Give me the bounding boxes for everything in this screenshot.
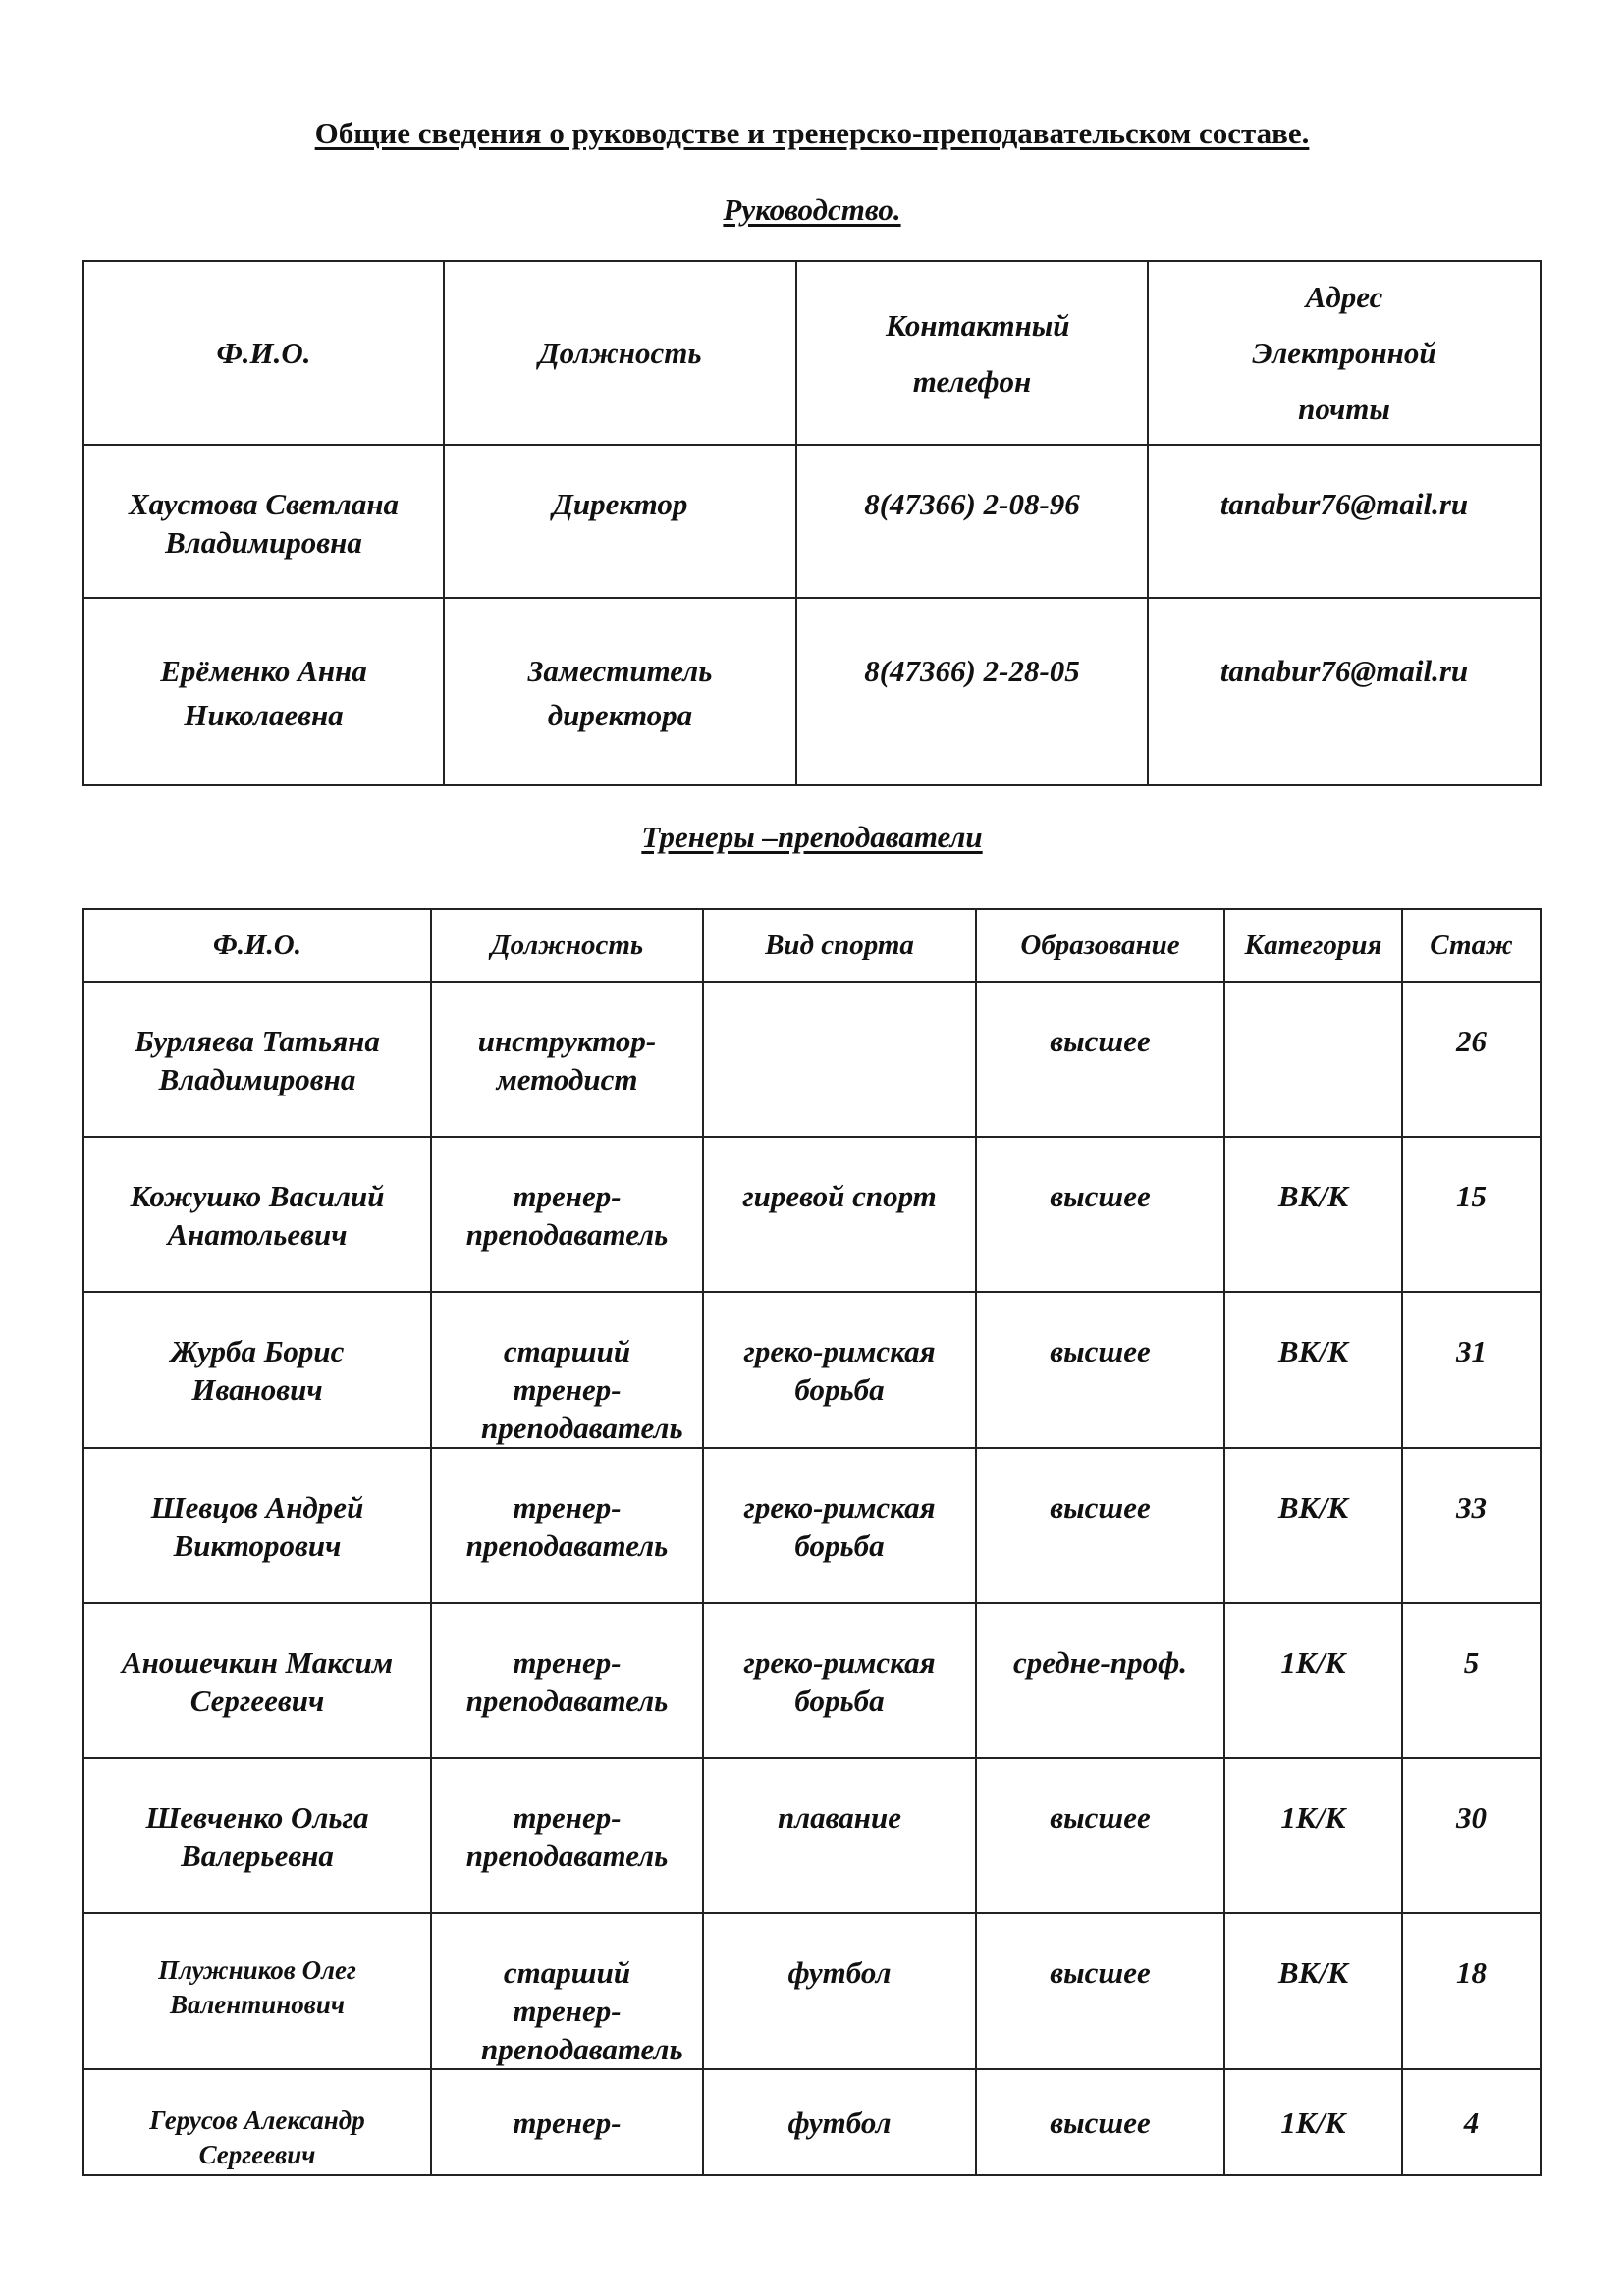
category-cell: ВК/К bbox=[1224, 1292, 1402, 1448]
table-header-row bbox=[83, 261, 1541, 445]
header-email: Адрес Электронной почты bbox=[1148, 261, 1541, 445]
education-cell: высшее bbox=[976, 1758, 1224, 1913]
position-cell: тренер-преподаватель bbox=[431, 1758, 703, 1913]
table-header-row bbox=[83, 909, 1541, 982]
fio-cell: Аношечкин Максим Сергеевич bbox=[83, 1603, 431, 1758]
table-row bbox=[83, 1137, 1541, 1292]
table-row bbox=[83, 2069, 1541, 2175]
experience-cell: 26 bbox=[1402, 982, 1541, 1137]
header-position: Должность bbox=[431, 909, 703, 982]
email-cell: tanabur76@mail.ru bbox=[1148, 445, 1541, 598]
fio-cell: Ерёменко Анна Николаевна bbox=[83, 598, 444, 785]
category-cell: 1К/К bbox=[1224, 2069, 1402, 2175]
email-cell: tanabur76@mail.ru bbox=[1148, 598, 1541, 785]
education-cell: средне-проф. bbox=[976, 1603, 1224, 1758]
header-experience: Стаж bbox=[1402, 909, 1541, 982]
fio-cell: Плужников Олег Валентинович bbox=[83, 1913, 431, 2069]
table-row bbox=[83, 1913, 1541, 2069]
education-cell: высшее bbox=[976, 1448, 1224, 1603]
position-cell: Директор bbox=[444, 445, 796, 598]
experience-cell: 33 bbox=[1402, 1448, 1541, 1603]
sport-cell: плавание bbox=[703, 1758, 976, 1913]
education-cell: высшее bbox=[976, 1137, 1224, 1292]
position-cell: тренер-преподаватель bbox=[431, 1448, 703, 1603]
header-position: Должность bbox=[444, 261, 796, 445]
leadership-heading: Руководство. bbox=[723, 192, 901, 227]
category-cell: ВК/К bbox=[1224, 1448, 1402, 1603]
category-cell: ВК/К bbox=[1224, 1137, 1402, 1292]
coaches-heading: Тренеры –преподаватели bbox=[641, 820, 983, 854]
header-education: Образование bbox=[976, 909, 1224, 982]
position-cell: старший тренер-преподаватель bbox=[431, 1292, 703, 1448]
header-fio: Ф.И.О. bbox=[83, 909, 431, 982]
position-cell: старший тренер-преподаватель bbox=[431, 1913, 703, 2069]
experience-cell: 31 bbox=[1402, 1292, 1541, 1448]
fio-cell: Шевченко Ольга Валерьевна bbox=[83, 1758, 431, 1913]
experience-cell: 15 bbox=[1402, 1137, 1541, 1292]
leadership-table bbox=[82, 260, 1542, 786]
position-cell: тренер-преподаватель bbox=[431, 1137, 703, 1292]
sport-cell: греко-римская борьба bbox=[703, 1292, 976, 1448]
phone-cell: 8(47366) 2-28-05 bbox=[796, 598, 1148, 785]
table-row bbox=[83, 982, 1541, 1137]
education-cell: высшее bbox=[976, 1913, 1224, 2069]
table-row bbox=[83, 445, 1541, 598]
header-sport: Вид спорта bbox=[703, 909, 976, 982]
category-cell: ВК/К bbox=[1224, 1913, 1402, 2069]
category-cell: 1К/К bbox=[1224, 1758, 1402, 1913]
header-phone: Контактный телефон bbox=[796, 261, 1148, 445]
experience-cell: 30 bbox=[1402, 1758, 1541, 1913]
document-title: Общие сведения о руководстве и тренерско-преподавательском составе. bbox=[314, 116, 1310, 150]
table-row bbox=[83, 1603, 1541, 1758]
education-cell: высшее bbox=[976, 1292, 1224, 1448]
sport-cell bbox=[703, 982, 976, 1137]
position-cell: тренер-преподаватель bbox=[431, 1603, 703, 1758]
sport-cell: греко-римская борьба bbox=[703, 1603, 976, 1758]
experience-cell: 18 bbox=[1402, 1913, 1541, 2069]
position-cell: Заместитель директора bbox=[444, 598, 796, 785]
fio-cell: Шевцов Андрей Викторович bbox=[83, 1448, 431, 1603]
sport-cell: гиревой спорт bbox=[703, 1137, 976, 1292]
phone-cell: 8(47366) 2-08-96 bbox=[796, 445, 1148, 598]
position-cell: тренер- bbox=[431, 2069, 703, 2175]
table-row bbox=[83, 1292, 1541, 1448]
header-category: Категория bbox=[1224, 909, 1402, 982]
fio-cell: Кожушко Василий Анатольевич bbox=[83, 1137, 431, 1292]
fio-cell: Хаустова Светлана Владимировна bbox=[83, 445, 444, 598]
fio-cell: Журба Борис Иванович bbox=[83, 1292, 431, 1448]
table-row bbox=[83, 598, 1541, 785]
table-row bbox=[83, 1758, 1541, 1913]
experience-cell: 4 bbox=[1402, 2069, 1541, 2175]
education-cell: высшее bbox=[976, 982, 1224, 1137]
sport-cell: футбол bbox=[703, 1913, 976, 2069]
fio-cell: Герусов Александр Сергеевич bbox=[83, 2069, 431, 2175]
category-cell: 1К/К bbox=[1224, 1603, 1402, 1758]
position-cell: инструктор-методист bbox=[431, 982, 703, 1137]
header-fio: Ф.И.О. bbox=[83, 261, 444, 445]
experience-cell: 5 bbox=[1402, 1603, 1541, 1758]
table-row bbox=[83, 1448, 1541, 1603]
coaches-table bbox=[82, 908, 1542, 2176]
sport-cell: футбол bbox=[703, 2069, 976, 2175]
fio-cell: Бурляева Татьяна Владимировна bbox=[83, 982, 431, 1137]
sport-cell: греко-римская борьба bbox=[703, 1448, 976, 1603]
education-cell: высшее bbox=[976, 2069, 1224, 2175]
category-cell bbox=[1224, 982, 1402, 1137]
